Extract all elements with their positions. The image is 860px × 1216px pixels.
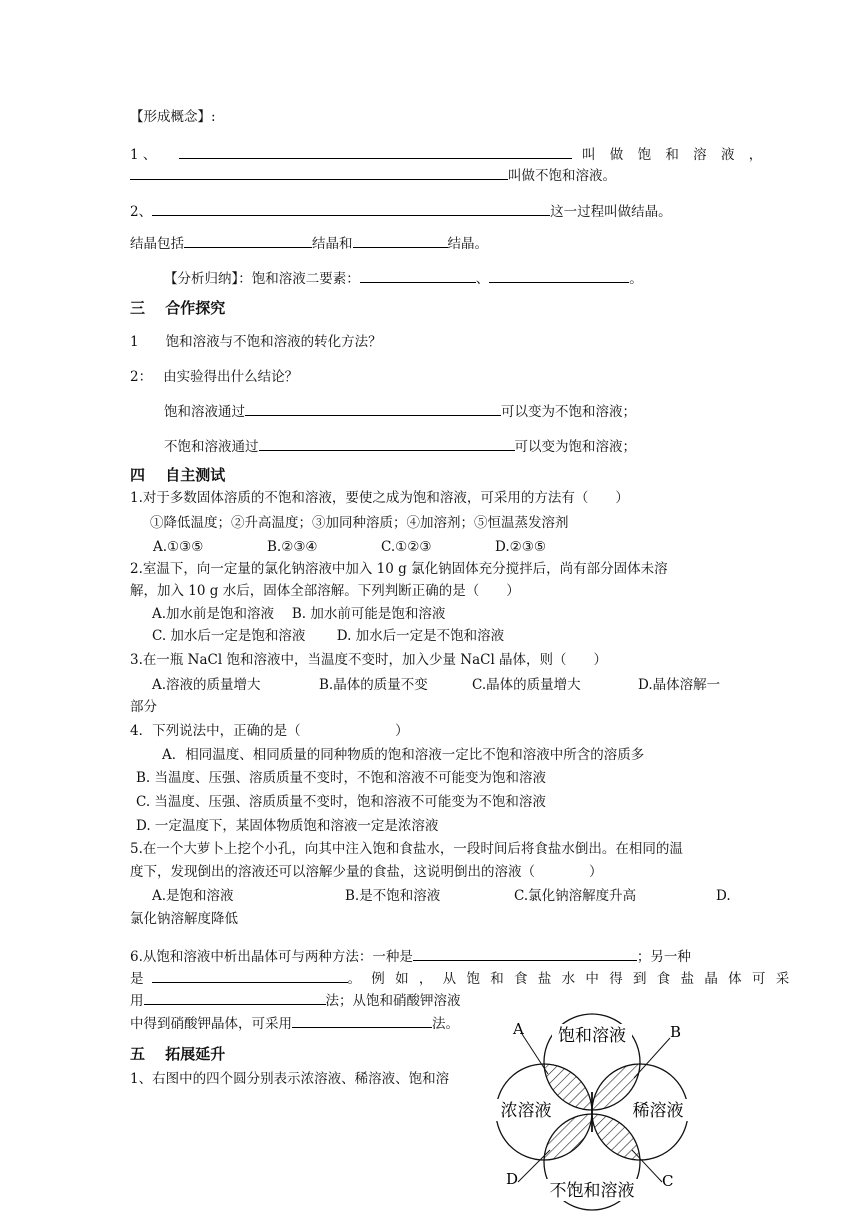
s4-q2-l2: 解，加入 10 g 水后，固体全部溶解。下列判断正确的是（ ）: [130, 583, 520, 599]
s4-q5-D: D.: [716, 888, 731, 904]
concept-heading: 【形成概念】:: [130, 109, 216, 125]
s4-q6-l3: [130, 990, 461, 1010]
venn-letter-a: A: [513, 1020, 524, 1038]
s4-q4-C: C. 当温度、压强、溶质质量不变时，饱和溶液不可能变为不饱和溶液: [136, 794, 546, 810]
venn-label-dilute: 稀溶液: [632, 1101, 684, 1121]
s4-q4: 4．下列说法中，正确的是（ ）: [130, 723, 409, 739]
cryst-blank-2[interactable]: [353, 233, 448, 248]
s4-q6-l2: [130, 968, 792, 988]
r2-blank[interactable]: [259, 436, 515, 451]
analysis-blank-1[interactable]: [360, 268, 476, 283]
q6-text-2b: 。 例 如 ， 从 饱 和 食 盐 水 中 得 到 食 盐 晶 体 可 采: [347, 971, 793, 987]
s4-q4-A: A．相同温度、相同质量的同种物质的饱和溶液一定比不饱和溶液中所含的溶质多: [162, 747, 645, 763]
s4-q5-l1: 5.在一个大萝卜上挖个小孔，向其中注入饱和食盐水，一段时间后将食盐水倒出。在相同的温: [130, 841, 683, 857]
analysis-text-a: 【分析归纳】：饱和溶液二要素：: [164, 271, 360, 287]
r1-text-a: 饱和溶液通过: [164, 404, 245, 420]
concept-q1-mid: 叫 做 饱 和 溶 液 ，: [581, 147, 768, 163]
s4-q5-A: A.是饱和溶液: [152, 888, 234, 904]
s4-q3-A: A.溶液的质量增大: [152, 677, 261, 693]
analysis-text-b: 、: [475, 271, 490, 287]
section3-q1: 1 饱和溶液与不饱和溶液的转化方法？: [130, 334, 382, 350]
q6-text-4a: 中得到硝酸钾晶体，可采用: [130, 1016, 292, 1032]
r2-text-a: 不饱和溶液通过: [164, 439, 259, 455]
concept-q1-number: 1 、: [130, 147, 157, 163]
s4-q5-D-cont: 氯化钠溶解度降低: [130, 911, 238, 927]
venn-label-saturated: 饱和溶液: [558, 1026, 626, 1046]
venn-letter-d: D: [506, 1170, 519, 1188]
concept-crystallization: [130, 233, 488, 253]
s4-q1-A: A.①③⑤: [153, 539, 204, 555]
q6-text-1b: ；另一种: [636, 949, 691, 965]
q6-text-4b: 法。: [432, 1016, 459, 1032]
concept-q2-end: 这一过程叫做结晶。: [550, 204, 672, 220]
s4-q1-D: D.②③⑤: [495, 539, 546, 555]
s4-q3-C: C.晶体的质量增大: [472, 677, 581, 693]
concept-q1-blank-2[interactable]: [130, 165, 508, 180]
concept-q1-line2: [130, 165, 616, 185]
section4-title: 四 自主测试: [130, 466, 226, 484]
s4-q2-AB: A.加水前是饱和溶液 B. 加水前可能是饱和溶液: [152, 606, 446, 622]
s4-q3-D-cont: 部分: [130, 699, 157, 715]
q6-blank-4[interactable]: [292, 1013, 432, 1028]
cryst-blank-1[interactable]: [184, 233, 312, 248]
section3-title: 三 合作探究: [130, 299, 226, 317]
s4-q1-items: ①降低温度；②升高温度；③加同种溶质；④加溶剂；⑤恒温蒸发溶剂: [150, 515, 569, 531]
s4-q6-l4: [130, 1013, 459, 1033]
concept-q2: [130, 201, 672, 221]
s4-q3-B: B.晶体的质量不变: [319, 677, 428, 693]
venn-letter-c: C: [662, 1172, 674, 1190]
concept-q2-number: 2、: [130, 204, 153, 220]
s4-q4-D: D. 一定温度下，某固体物质饱和溶液一定是浓溶液: [136, 818, 439, 834]
s4-q1: 1.对于多数固体溶质的不饱和溶液，要使之成为饱和溶液，可采用的方法有（ ）: [130, 490, 629, 506]
q6-blank-1[interactable]: [413, 946, 637, 961]
s4-q1-C: C.①②③: [381, 539, 432, 555]
s4-q6-l1: [130, 946, 691, 966]
section5-title: 五 拓展延升: [130, 1045, 226, 1063]
q6-blank-3[interactable]: [144, 990, 326, 1005]
venn-pointer-c: [632, 1150, 662, 1182]
concept-q1-line1: [130, 144, 767, 164]
r2-text-b: 可以变为饱和溶液；: [514, 439, 636, 455]
r1-blank[interactable]: [245, 401, 501, 416]
venn-diagram: [482, 1012, 702, 1212]
venn-label-concentrated: 浓溶液: [500, 1101, 552, 1121]
s4-q1-B: B.②③④: [267, 539, 318, 555]
concept-analysis: [164, 268, 643, 288]
s5-q1: 1、右图中的四个圆分别表示浓溶液、稀溶液、饱和溶: [130, 1071, 450, 1087]
section3-q2: 2： 由实验得出什么结论？: [130, 369, 299, 385]
s4-q3: 3.在一瓶 NaCl 饱和溶液中，当温度不变时，加入少量 NaCl 晶体，则（ ）: [130, 652, 608, 668]
q6-blank-2[interactable]: [152, 968, 348, 983]
s4-q5-l2: 度下，发现倒出的溶液还可以溶解少量的食盐，这说明倒出的溶液（ ）: [130, 864, 603, 880]
r1-text-b: 可以变为不饱和溶液；: [501, 404, 636, 420]
section3-r2: [164, 436, 636, 456]
q6-text-3a: 用: [130, 993, 144, 1009]
concept-q2-blank[interactable]: [152, 201, 550, 216]
q6-text-1a: 6.从饱和溶液中析出晶体可与两种方法：一种是: [130, 949, 413, 965]
cryst-text-b: 结晶和: [312, 236, 353, 252]
s4-q5-C: C.氯化钠溶解度升高: [514, 888, 637, 904]
analysis-blank-2[interactable]: [489, 268, 629, 283]
concept-q1-end: 叫做不饱和溶液。: [508, 168, 616, 184]
cryst-text-c: 结晶。: [447, 236, 488, 252]
venn-label-unsaturated: 不饱和溶液: [549, 1181, 635, 1201]
s4-q3-D: D.晶体溶解一: [638, 677, 721, 693]
s4-q4-B: B. 当温度、压强、溶质质量不变时，不饱和溶液不可能变为饱和溶液: [136, 770, 547, 786]
venn-letter-b: B: [670, 1023, 682, 1041]
q6-text-2a: 是: [130, 971, 144, 987]
s4-q2-l1: 2.室温下，向一定量的氯化钠溶液中加入 10 g 氯化钠固体充分搅拌后，尚有部分固体未溶: [130, 561, 668, 577]
cryst-text-a: 结晶包括: [130, 236, 184, 252]
section3-r1: [164, 401, 636, 421]
s4-q5-B: B.是不饱和溶液: [345, 888, 441, 904]
concept-q1-blank-1[interactable]: [179, 144, 572, 159]
analysis-text-c: 。: [629, 271, 643, 287]
s4-q2-CD: C. 加水后一定是饱和溶液 D. 加水后一定是不饱和溶液: [152, 628, 505, 644]
q6-text-3b: 法；从饱和硝酸钾溶液: [325, 993, 461, 1009]
